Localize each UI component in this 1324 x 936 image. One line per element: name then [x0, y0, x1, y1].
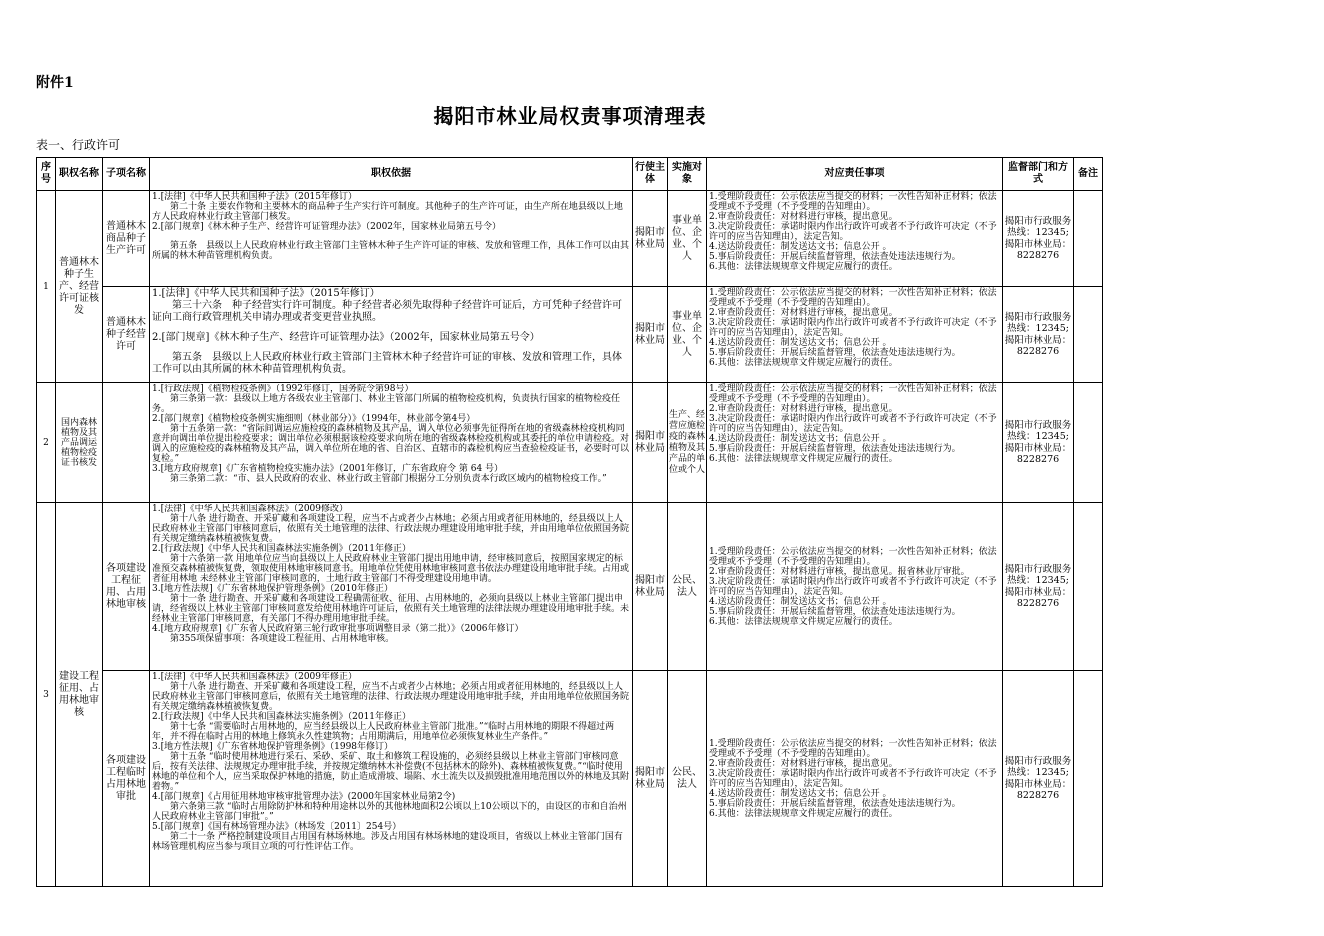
resp-line: 1.受理阶段责任：公示依法应当提交的材料；一次性告知补正材料；依法受理或不予受理（不予受理的告知理由）。	[709, 384, 997, 404]
resp-line: 4.送达阶段责任：制发送达文书；信息公开 。	[709, 788, 892, 799]
header-row	[37, 158, 1103, 191]
basis-line: 第十五条 “临时使用林地进行采石、采砂、采矿、取土和修筑工程设施的，必须经县级以上林业主管部门审核同意后，按有关法律、法规规定办理审批手续，并按规定缴纳林木补偿费(不包括林木的除外)、森林植被恢复费。”“临时使用林地的单位和个人，应当采取保护林地的措施，防止造成滑坡、塌陷、水土流失以及损毁批准用地范围以外的林地及其附着物。”	[152, 752, 630, 792]
resp-line: 1.受理阶段责任：公示依法应当提交的材料；一次性告知补正材料；依法受理或不予受理（不予受理的告知理由）。	[709, 546, 997, 567]
power-name-cell: 普通林木种子生产、经营许可证核发	[56, 191, 103, 383]
basis-cell	[150, 287, 633, 383]
attachment-label: 附件1	[36, 75, 74, 91]
resp-line: 4.送达阶段责任：制发送达文书；信息公开 。	[709, 242, 892, 252]
resp-line: 5.事后阶段责任：开展后续监督管理，依法查处违法违规行为。	[709, 252, 961, 262]
header-remark: 备注	[1074, 158, 1103, 191]
basis-line: 第十五条第一款：“省际间调运应施检疫的森林植物及其产品，调入单位必须事先征得所在地的省级森林检疫机构同意并向调出单位提出检疫要求；调出单位必须根据该检疫要求向所在地的省级森林检疫机构或其委托的单位申请检疫。对调入的应施检疫的森林植物及其产品，调入单位所在地的省、自治区、直辖市的森检机构应当查验检疫证书，必要时可以复检。”	[152, 424, 630, 464]
resp-line: 1.受理阶段责任：公示依法应当提交的材料；一次性告知补正材料；依法受理或不予受理（不予受理的告知理由）。	[709, 192, 997, 212]
basis-line: 第十八条 进行勘查、开采矿藏和各项建设工程，应当不占或者少占林地；必须占用或者征用林地的，经县级以上人民政府林业主管部门审核同意后，依照有关土地管理的法律、行政法规办理建设用地审批手续，并由用地单位依照国务院有关规定缴纳森林植被恢复费。	[152, 682, 630, 712]
table-row	[37, 671, 1103, 887]
basis-line: 第三条第一款：县级以上地方各级农业主管部门、林业主管部门所属的植物检疫机构，负责执行国家的植物检疫任务。	[152, 394, 621, 414]
header-power-name: 职权名称	[56, 158, 103, 191]
sub-name-cell	[103, 383, 150, 503]
basis-line: 2.[部门规章]《林木种子生产、经营许可证管理办法》（2002年，国家林业局第五号令）	[152, 332, 540, 343]
resp-line: 4.送达阶段责任：制发送达文书；信息公开 。	[709, 596, 892, 607]
basis-line: 5.[部门规章]《国有林场管理办法》（林场发〔2011〕254号）	[152, 822, 402, 832]
basis-line: 2.[行政法规]《中华人民共和国森林法实施条例》（2011年修正）	[152, 712, 412, 722]
header-seq: 序号	[37, 158, 56, 191]
table-row	[37, 383, 1103, 503]
resp-line: 2.审查阶段责任：对材料进行审核，提出意见。	[709, 758, 898, 769]
page-title: 揭阳市林业局权责事项清理表	[433, 104, 707, 128]
resp-line: 6.其他：法律法规规章文件规定应履行的责任。	[709, 262, 898, 272]
header-basis: 职权依据	[150, 158, 633, 191]
subject-cell: 揭阳市林业局	[633, 287, 668, 383]
basis-cell	[150, 671, 633, 887]
resp-line: 6.其他：法律法规规章文件规定应履行的责任。	[709, 616, 898, 627]
resp-line: 3.决定阶段责任：承诺时限内作出行政许可或者不予行政许可决定（不予许可的应当告知理由），法定告知。	[709, 318, 997, 338]
basis-line: 第十八条 进行勘查、开采矿藏和各项建设工程，应当不占或者少占林地；必须占用或者征用林地的，经县级以上人民政府林业主管部门审核同意后，依照有关土地管理的法律、行政法规办理建设用地审批手续，并由用地单位依照国务院有关规定缴纳森林植被恢复费。	[152, 514, 630, 544]
basis-line: 1.[法律]《中华人民共和国种子法》（2015年修订）	[152, 288, 380, 299]
basis-line: 4.[地方政府规章]《广东省人民政府第三轮行政审批事项调整目录（第二批）》（2006年修订）	[152, 624, 524, 634]
header-responsibility: 对应责任事项	[707, 158, 1003, 191]
remark-cell	[1074, 671, 1103, 887]
responsibility-cell	[707, 383, 1003, 503]
subject-cell: 揭阳市林业局	[633, 503, 668, 671]
target-cell: 公民、法人	[668, 503, 707, 671]
remark-cell	[1074, 287, 1103, 383]
supervision-cell: 揭阳市行政服务热线：12345;揭阳市林业局：8228276	[1003, 671, 1074, 887]
basis-line: 3.[地方性法规]《广东省林地保护管理条例》（2010年修正）	[152, 584, 394, 594]
resp-line: 6.其他：法律法规规章文件规定应履行的责任。	[709, 358, 898, 368]
resp-line: 2.审查阶段责任：对材料进行审核，提出意见。报省林业厅审批。	[709, 566, 970, 577]
table-row	[37, 191, 1103, 287]
resp-line: 3.决定阶段责任：承诺时限内作出行政许可或者不予行政许可决定（不予许可的应当告知理由），法定告知。	[709, 414, 997, 434]
basis-line: 1.[法律]《中华人民共和国森林法》（2009年修正）	[152, 672, 358, 682]
header-subject: 行使主体	[633, 158, 668, 191]
basis-line: 第十六条第一款 用地单位应当向县级以上人民政府林业主管部门提出用地申请，经审核同意后，按照国家规定的标准预交森林植被恢复费，领取使用林地审核同意书。用地单位凭使用林地审核同意书依法办理建设用地审批手续。占用或者征用林地 未经林业主管部门审核同意的，土地行政主管部门不得受理建设用地申请。	[152, 554, 630, 584]
basis-line: 4.[部门规章]《占用征用林地审核审批管理办法》(2000年国家林业局第2令)	[152, 792, 456, 802]
table-label: 表一、行政许可	[36, 138, 121, 152]
resp-line: 5.事后阶段责任：开展后续监督管理，依法查处违法违规行为。	[709, 606, 961, 617]
resp-line: 2.审查阶段责任：对材料进行审核，提出意见。	[709, 308, 898, 318]
seq-cell: 3	[37, 503, 56, 887]
seq-cell: 1	[37, 191, 56, 383]
resp-line: 3.决定阶段责任：承诺时限内作出行政许可或者不予行政许可决定（不予许可的应当告知理由），法定告知。	[709, 768, 997, 789]
basis-line: 第三条第二款：“市、县人民政府的农业、林业行政主管部门根据分工分别负责本行政区域内的植物检疫工作。”	[152, 474, 607, 484]
table-row	[37, 287, 1103, 383]
resp-line: 6.其他：法律法规规章文件规定应履行的责任。	[709, 808, 898, 819]
power-name-cell: 建设工程征用、占用林地审核	[56, 503, 103, 887]
subject-cell: 揭阳市林业局	[633, 191, 668, 287]
resp-line: 1.受理阶段责任：公示依法应当提交的材料；一次性告知补正材料；依法受理或不予受理（不予受理的告知理由）。	[709, 288, 997, 308]
remark-cell	[1074, 383, 1103, 503]
supervision-cell: 揭阳市行政服务热线：12345;揭阳市林业局：8228276	[1003, 503, 1074, 671]
basis-line: 2.[部门规章]《植物检疫条例实施细则（林业部分）》（1994年，林业部令第4号）	[152, 414, 476, 424]
target-cell: 生产、经营应施检疫的森林植物及其产品的单位或个人	[668, 383, 707, 503]
remark-cell	[1074, 503, 1103, 671]
basis-cell	[150, 383, 633, 503]
supervision-cell: 揭阳市行政服务热线：12345;揭阳市林业局：8228276	[1003, 383, 1074, 503]
basis-line: 第十一条 进行勘查、开采矿藏和各项建设工程确需征收、征用、占用林地的，必须向县级以上林业主管部门提出申请，经省级以上林业主管部门审核同意发给使用林地许可证后，依照有关土地管理的法律法规办理建设用地审批手续。未经林业主管部门审核同意，有关部门不得办理用地审批手续。	[152, 594, 630, 624]
powers-table	[36, 157, 1103, 887]
basis-cell	[150, 503, 633, 671]
supervision-cell: 揭阳市行政服务热线：12345;揭阳市林业局：8228276	[1003, 287, 1074, 383]
basis-line: 2.[部门规章]《林木种子生产、经营许可证管理办法》（2002年，国家林业局第五号令）	[152, 222, 502, 232]
remark-cell	[1074, 191, 1103, 287]
sub-name-cell: 普通林木种子经营许可	[103, 287, 150, 383]
supervision-cell: 揭阳市行政服务热线：12345;揭阳市林业局：8228276	[1003, 191, 1074, 287]
target-cell: 公民、法人	[668, 671, 707, 887]
header-sub-name: 子项名称	[103, 158, 150, 191]
basis-line: 3.[地方政府规章]《广东省植物检疫实施办法》（2001年修订，广东省政府令 第 64 号）	[152, 464, 504, 474]
subject-cell: 揭阳市林业局	[633, 383, 668, 503]
basis-line: 第五条 县级以上人民政府林业行政主管部门主管林木种子生产许可证的审核、发放和管理工作，具体工作可以由其所属的林木种苗管理机构负责。	[152, 241, 630, 261]
subject-cell: 揭阳市林业局	[633, 671, 668, 887]
basis-line: 第六条第三款 “临时占用除防护林和特种用途林以外的其他林地面积2公顷以上10公顷以下的，由设区的市和自治州人民政府林业主管部门审批”。”	[152, 802, 627, 822]
basis-line: 第二十条 主要农作物和主要林木的商品种子生产实行许可制度。其他种子的生产许可证，由生产所在地县级以上地方人民政府林业行政主管部门核发。	[152, 202, 623, 222]
resp-line: 2.审查阶段责任：对材料进行审核，提出意见。	[709, 404, 898, 414]
power-name-cell: 国内森林植物及其产品调运植物检疫证书核发	[56, 383, 103, 503]
resp-line: 3.决定阶段责任：承诺时限内作出行政许可或者不予行政许可决定（不予许可的应当告知理由），法定告知。	[709, 222, 997, 242]
target-cell: 事业单位、企业、个人	[668, 191, 707, 287]
basis-line: 1.[行政法规]《植物检疫条例》（1992年修订，国务院令第98号）	[152, 384, 414, 394]
responsibility-cell	[707, 671, 1003, 887]
resp-line: 4.送达阶段责任：制发送达文书；信息公开 。	[709, 338, 892, 348]
header-target: 实施对象	[668, 158, 707, 191]
basis-line: 第355项保留事项：各项建设工程征用、占用林地审核。	[152, 634, 395, 644]
basis-line: 第二十一条 严格控制建设项目占用国有林场林地。涉及占用国有林场林地的建设项目，省级以上林业主管部门国有林场管理机构应当参与项目立项的可行性评估工作。	[152, 832, 623, 852]
resp-line: 3.决定阶段责任：承诺时限内作出行政许可或者不予行政许可决定（不予许可的应当告知理由），法定告知。	[709, 576, 997, 597]
responsibility-cell	[707, 191, 1003, 287]
resp-line: 5.事后阶段责任：开展后续监督管理，依法查处违法违规行为。	[709, 798, 961, 809]
basis-line: 1.[法律]《中华人民共和国森林法》（2009修改）	[152, 504, 349, 514]
basis-line: 2.[行政法规]《中华人民共和国森林法实施条例》（2011年修正）	[152, 544, 412, 554]
basis-cell	[150, 191, 633, 287]
basis-line: 1.[法律]《中华人民共和国种子法》（2015年修订）	[152, 192, 358, 202]
basis-line: 第五条 县级以上人民政府林业行政主管部门主管林木种子经营许可证的审核、发放和管理工作，具体工作可以由其所属的林木种苗管理机构负责。	[152, 352, 622, 375]
basis-line: 3.[地方性法规]《广东省林地保护管理条例》（1998年修订）	[152, 742, 394, 752]
resp-line: 5.事后阶段责任：开展后续监督管理，依法查处违法违规行为。	[709, 444, 961, 454]
responsibility-cell	[707, 503, 1003, 671]
sub-name-cell: 各项建设工程征用、占用林地审核	[103, 503, 150, 671]
seq-cell: 2	[37, 383, 56, 503]
resp-line: 2.审查阶段责任：对材料进行审核，提出意见。	[709, 212, 898, 222]
resp-line: 6.其他：法律法规规章文件规定应履行的责任。	[709, 454, 898, 464]
header-supervision: 监督部门和方式	[1003, 158, 1074, 191]
resp-line: 4.送达阶段责任：制发送达文书；信息公开 。	[709, 434, 892, 444]
basis-line: 第三十六条 种子经营实行许可制度。种子经营者必须先取得种子经营许可证后，方可凭种子经营许可证向工商行政管理机关申请办理或者变更营业执照。	[152, 300, 622, 323]
resp-line: 5.事后阶段责任：开展后续监督管理，依法查处违法违规行为。	[709, 348, 961, 358]
sub-name-cell: 各项建设工程临时占用林地审批	[103, 671, 150, 887]
table-row	[37, 503, 1103, 671]
resp-line: 1.受理阶段责任：公示依法应当提交的材料；一次性告知补正材料；依法受理或不予受理（不予受理的告知理由）。	[709, 738, 997, 759]
target-cell: 事业单位、企业、个人	[668, 287, 707, 383]
basis-line: 第十七条 “需要临时占用林地的，应当经县级以上人民政府林业主管部门批准。”“临时占用林地的期限不得超过两年，并不得在临时占用的林地上修筑永久性建筑物；占用期满后，用地单位必须恢复林业生产条件。”	[152, 722, 615, 742]
sub-name-cell: 普通林木商品种子生产许可	[103, 191, 150, 287]
responsibility-cell	[707, 287, 1003, 383]
